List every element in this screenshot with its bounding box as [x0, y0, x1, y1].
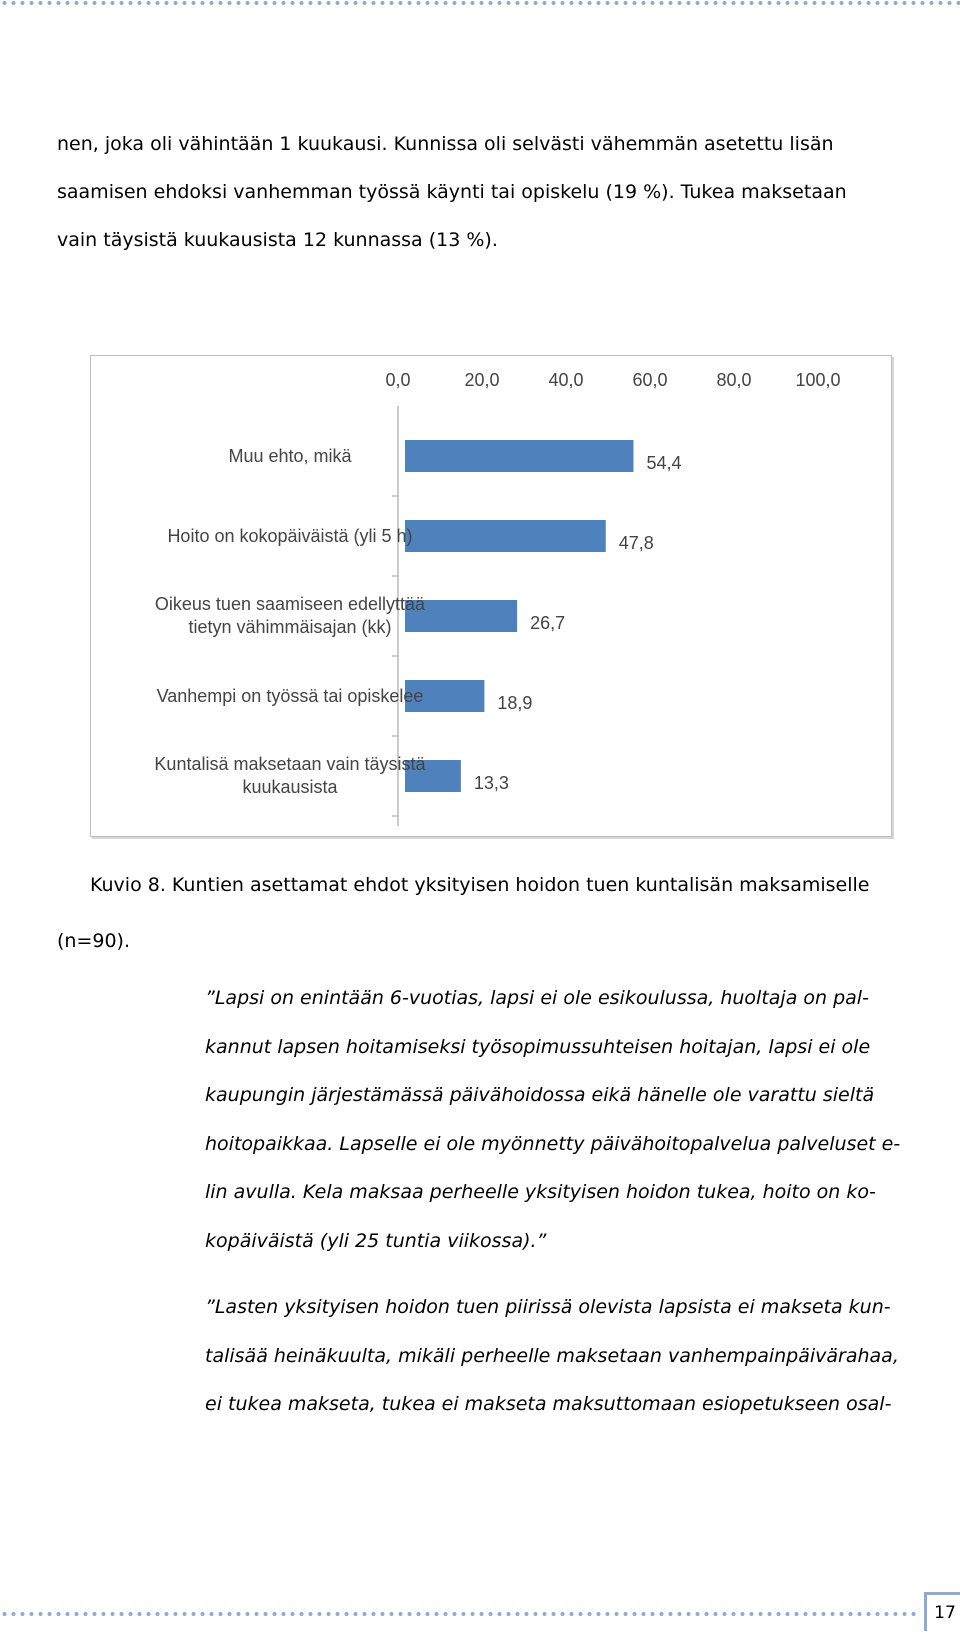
quote-line: ”Lapsi on enintään 6-vuotias, lapsi ei ole esikoulussa, huoltaja on pal- — [205, 987, 869, 1009]
intro-line: saamisen ehdoksi vanhemman työssä käynti tai opiskelu (19 %). Tukea maksetaan — [57, 181, 847, 203]
x-tick-label: 40,0 — [548, 370, 584, 390]
x-tick-label: 80,0 — [716, 370, 752, 390]
quote-line: kopäiväistä (yli 25 tuntia viikossa).” — [205, 1229, 547, 1252]
bar — [405, 520, 606, 552]
category-label: kuukausista — [242, 777, 338, 797]
bar-chart — [90, 355, 892, 837]
x-tick-label: 60,0 — [632, 370, 668, 390]
bar-chart-svg — [91, 356, 891, 836]
data-label: 26,7 — [530, 613, 566, 633]
quote-line: ei tukea makseta, tukea ei makseta maksuttomaan esiopetukseen osal- — [205, 1393, 892, 1415]
intro-line: nen, joka oli vähintään 1 kuukausi. Kunnissa oli selvästi vähemmän asetettu lisän — [57, 133, 834, 155]
x-tick-label: 100,0 — [795, 370, 841, 390]
quote-block-1 — [205, 974, 940, 1265]
quote-line: lin avulla. Kela maksaa perheelle yksityisen hoidon tukea, hoito on ko- — [205, 1181, 876, 1203]
top-dotted-rule — [0, 0, 960, 6]
quote-line: talisää heinäkuulta, mikäli perheelle maksetaan vanhempainpäivärahaa, — [205, 1344, 899, 1367]
x-tick-label: 0,0 — [385, 370, 411, 390]
category-label: Hoito on kokopäiväistä (yli 5 h) — [167, 526, 413, 546]
quote-line: ”Lasten yksityisen hoidon tuen piirissä olevista lapsista ei makseta kun- — [205, 1296, 891, 1318]
category-label: Vanhempi on työssä tai opiskelee — [156, 686, 424, 706]
figure-caption-continued: (n=90). — [57, 930, 131, 952]
page-number: 17 — [924, 1592, 960, 1631]
quote-line: kaupungin järjestämässä päivähoidossa eikä hänelle ole varattu sieltä — [205, 1084, 875, 1106]
category-label: Muu ehto, mikä — [228, 446, 352, 466]
intro-line: vain täysistä kuukausista 12 kunnassa (13 %). — [57, 229, 498, 251]
data-label: 54,4 — [646, 453, 682, 473]
category-label: Kuntalisä maksetaan vain täysistä — [154, 754, 426, 774]
category-label: Oikeus tuen saamiseen edellyttää — [154, 594, 426, 614]
quote-line: kannut lapsen hoitamiseksi työsopimussuhteisen hoitajan, lapsi ei ole — [205, 1035, 871, 1058]
category-label: tietyn vähimmäisajan (kk) — [188, 617, 392, 637]
data-label: 18,9 — [497, 693, 533, 713]
data-label: 13,3 — [473, 773, 509, 793]
bar — [405, 440, 633, 472]
quote-line: hoitopaikkaa. Lapselle ei ole myönnetty päivähoitopalvelua palveluset e- — [205, 1132, 901, 1155]
bottom-dotted-rule — [0, 1611, 920, 1617]
intro-paragraph — [57, 120, 927, 264]
x-tick-label: 20,0 — [464, 370, 500, 390]
quote-block-2 — [205, 1283, 940, 1429]
data-label: 47,8 — [618, 533, 654, 553]
figure-caption: Kuvio 8. Kuntien asettamat ehdot yksityisen hoidon tuen kuntalisän maksamiselle — [90, 874, 870, 896]
